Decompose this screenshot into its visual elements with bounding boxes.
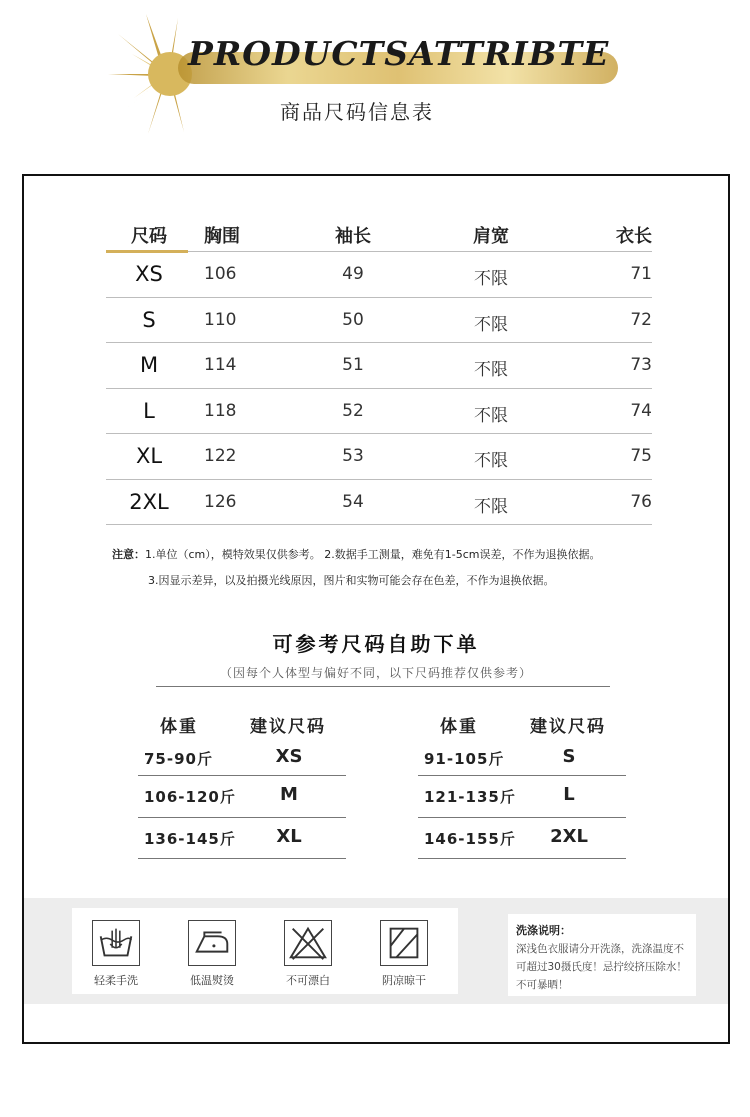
cell-chest: 118 [204, 400, 237, 421]
weight-range: 146-155斤 [424, 829, 516, 848]
suggested-size: S [562, 746, 576, 767]
reference-subtitle: （因每个人体型与偏好不同，以下尺码推荐仅供参考） [219, 666, 532, 680]
weight-range: 75-90斤 [144, 750, 213, 768]
cell-sleeve: 54 [342, 491, 364, 512]
header [0, 0, 750, 150]
no-bleach-icon [284, 920, 332, 966]
wash-instructions-panel [508, 914, 696, 996]
weight-range: 136-145斤 [144, 829, 236, 848]
cell-length: 71 [630, 264, 652, 284]
header-length: 衣长 [616, 226, 652, 247]
suggested-size: L [563, 784, 575, 805]
care-label: 轻柔手洗 [94, 974, 138, 987]
cell-length: 75 [630, 446, 652, 466]
cell-length: 74 [630, 400, 652, 421]
weight-range: 106-120斤 [144, 788, 236, 806]
header-size: 尺码 [131, 226, 167, 247]
cell-length: 76 [630, 491, 652, 512]
cell-sleeve: 49 [342, 264, 364, 284]
table-row [106, 252, 652, 298]
header-shoulder: 肩宽 [473, 226, 509, 247]
wash-instructions-text: 深浅色衣服请分开洗涤，洗涤温度不可超过30摄氏度！忌拧绞挤压除水！不可暴晒！ [516, 943, 687, 991]
cell-size: L [143, 398, 155, 423]
size-table [106, 216, 652, 525]
header-weight: 体重 [440, 717, 478, 737]
cell-shoulder: 不限 [474, 451, 508, 471]
cell-shoulder: 不限 [474, 269, 508, 289]
table-row [106, 298, 652, 344]
cell-chest: 114 [204, 355, 237, 375]
cell-size: S [142, 307, 156, 332]
cell-shoulder: 不限 [474, 405, 508, 426]
care-label: 阴凉晾干 [382, 974, 426, 987]
note-label: 注意： [112, 548, 145, 561]
weight-table-left [138, 712, 346, 859]
care-item-low-iron [172, 920, 252, 988]
cell-sleeve: 52 [342, 400, 364, 421]
cell-chest: 110 [204, 309, 237, 330]
note-text-1: 1.单位（cm），模特效果仅供参考。 2.数据手工测量，难免有1-5cm误差，不作为退换依据。 [145, 548, 601, 561]
cell-chest: 126 [204, 491, 237, 512]
shade-dry-icon [380, 920, 428, 966]
cell-size: XS [135, 262, 163, 286]
care-item-hand-wash [76, 920, 156, 988]
table-row [106, 480, 652, 526]
weight-table-right [418, 712, 626, 859]
low-iron-icon [188, 920, 236, 966]
cell-shoulder: 不限 [474, 360, 508, 380]
suggested-size: XL [276, 825, 302, 847]
suggested-size: 2XL [550, 825, 588, 847]
note-line-2: 3.因显示差异，以及拍摄光线原因，图片和实物可能会存在色差，不作为退换依据。 [148, 574, 555, 587]
header-sleeve: 袖长 [335, 226, 371, 247]
care-label: 不可漂白 [286, 974, 330, 987]
note-line-1 [112, 546, 600, 562]
table-row [106, 434, 652, 480]
care-icons-panel [72, 908, 458, 994]
cell-size: XL [135, 444, 163, 468]
reference-divider [156, 686, 610, 687]
suggested-size: M [280, 784, 298, 805]
weight-table-header [138, 712, 346, 738]
header-title: PRODUCTSATTRIBTE [188, 34, 610, 73]
suggested-size: XS [275, 746, 303, 767]
cell-shoulder: 不限 [474, 496, 508, 517]
cell-length: 72 [630, 309, 652, 330]
size-info-frame [22, 174, 730, 1044]
care-item-no-bleach [268, 920, 348, 988]
header-suggested-size: 建议尺码 [250, 717, 326, 737]
weight-range: 121-135斤 [424, 788, 516, 806]
weight-row [418, 776, 626, 818]
cell-chest: 106 [204, 264, 237, 284]
care-item-shade-dry [364, 920, 444, 988]
size-table-header [106, 216, 652, 252]
weight-row [138, 776, 346, 818]
hand-wash-icon [92, 920, 140, 966]
cell-length: 73 [630, 355, 652, 375]
weight-row [138, 818, 346, 860]
care-label: 低温熨烫 [190, 974, 234, 987]
weight-row [418, 818, 626, 860]
care-band [24, 898, 728, 1004]
reference-title: 可参考尺码自助下单 [272, 632, 480, 656]
cell-size: M [139, 353, 159, 377]
wash-instructions-title: 洗涤说明： [516, 924, 571, 937]
header-weight: 体重 [160, 717, 198, 737]
weight-row [418, 738, 626, 776]
weight-table-header [418, 712, 626, 738]
table-row [106, 389, 652, 435]
header-subtitle: 商品尺码信息表 [280, 100, 434, 124]
cell-chest: 122 [204, 446, 237, 466]
cell-sleeve: 50 [342, 309, 364, 330]
header-suggested-size: 建议尺码 [530, 717, 606, 737]
cell-sleeve: 53 [342, 446, 364, 466]
table-row [106, 343, 652, 389]
header-chest: 胸围 [204, 226, 240, 247]
weight-row [138, 738, 346, 776]
cell-shoulder: 不限 [474, 314, 508, 335]
cell-size: 2XL [129, 489, 169, 514]
weight-range: 91-105斤 [424, 750, 505, 768]
cell-sleeve: 51 [342, 355, 364, 375]
